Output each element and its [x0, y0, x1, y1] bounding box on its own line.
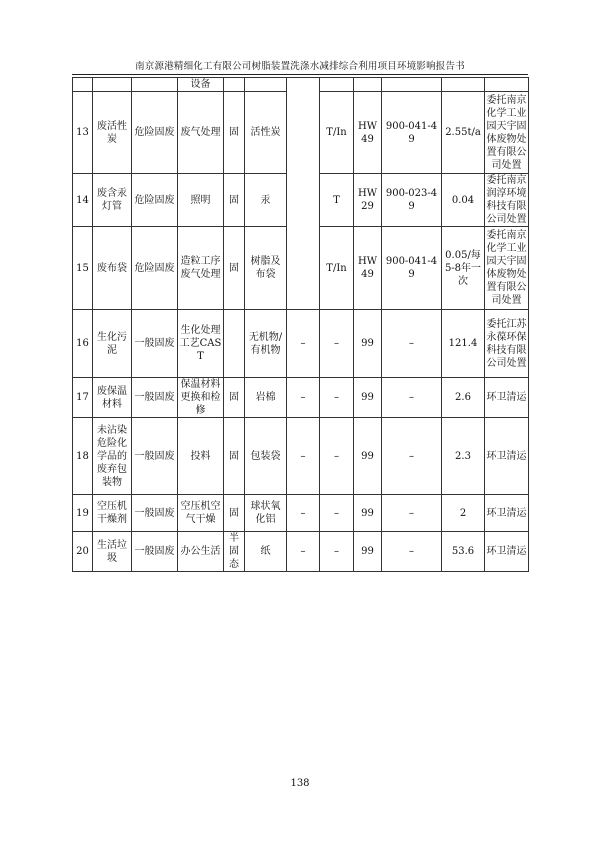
- cell-name: 废含汞灯管: [93, 174, 132, 227]
- cell-amount: 2.6: [442, 378, 485, 418]
- cell-waste-class: 99: [354, 532, 382, 572]
- cell-form: [224, 310, 245, 378]
- cell-source: 照明: [178, 174, 224, 227]
- cell-main-component: 活性炭: [245, 92, 287, 174]
- cell-waste-code: –: [382, 532, 442, 572]
- cell-col7: –: [287, 378, 320, 418]
- cell-disposal: 委托南京化学工业园天宇固体废物处置有限公司处置: [485, 227, 529, 310]
- cell-amount: 0.04: [442, 174, 485, 227]
- cell-amount: 2.3: [442, 418, 485, 495]
- cell-hazard-char: –: [320, 495, 354, 532]
- cell-waste-code: 900-041-49: [382, 227, 442, 310]
- cell-waste-code: –: [382, 378, 442, 418]
- cell-disposal: 委托南京润淳环境科技有限公司处置: [486, 175, 527, 225]
- cell-waste-code: 900-041-49: [382, 92, 442, 174]
- cell-no: 20: [73, 532, 93, 572]
- cell-source: 空压机空气干燥: [178, 495, 224, 532]
- cell-source: 投料: [178, 418, 224, 495]
- cell-category: 一般固废: [132, 495, 178, 532]
- cell-disposal: 环卫清运: [485, 495, 529, 532]
- cell-source: 设备: [178, 78, 224, 92]
- cell-disposal: 环卫清运: [485, 418, 529, 495]
- cell-name: 生化污泥: [93, 310, 132, 378]
- table-row: [73, 418, 529, 495]
- cell-no: 15: [73, 227, 93, 310]
- cell-name: 废保温材料: [93, 378, 132, 418]
- cell-no: 14: [73, 174, 93, 227]
- cell-col7: –: [287, 310, 320, 378]
- cell-main-component: 包装袋: [245, 418, 287, 495]
- continuation-row: [73, 78, 529, 92]
- cell-form: 固: [224, 378, 245, 418]
- document-header: 南京源港精细化工有限公司树脂装置洗涤水减排综合利用项目环境影响报告书: [135, 61, 465, 72]
- cell-waste-code: –: [382, 310, 442, 378]
- table-row: [73, 495, 529, 532]
- cell-form: 固: [224, 495, 245, 532]
- cell-no: 18: [73, 418, 93, 495]
- table-row: [73, 378, 529, 418]
- table-row: [73, 532, 529, 572]
- cell-no: 19: [73, 495, 93, 532]
- cell-waste-code: 900-023-49: [382, 174, 442, 227]
- cell-waste-class: 99: [354, 418, 382, 495]
- cell-source: 生化处理工艺CAST: [178, 310, 224, 378]
- cell-hazard-char: –: [320, 418, 354, 495]
- cell-hazard-char: –: [320, 378, 354, 418]
- cell-main-component: 岩棉: [245, 378, 287, 418]
- cell-waste-class: 99: [354, 495, 382, 532]
- cell-hazard-char: T/In: [320, 227, 354, 310]
- cell-name: 废布袋: [93, 227, 132, 310]
- cell-form: 固: [224, 174, 245, 227]
- cell-waste-code: –: [382, 495, 442, 532]
- cell-waste-class: HW49: [354, 227, 382, 310]
- cell-hazard-char: T/In: [320, 92, 354, 174]
- cell-category: 一般固废: [132, 418, 178, 495]
- cell-col7: –: [287, 495, 320, 532]
- cell-category: 危险固废: [132, 227, 178, 310]
- page-number: 138: [290, 778, 310, 789]
- cell-amount: 0.05/每5-8年一次: [442, 227, 485, 310]
- cell-no: 16: [73, 310, 93, 378]
- header-rule: [72, 74, 528, 75]
- cell-hazard-char: T: [320, 174, 354, 227]
- cell-category: 危险固废: [132, 174, 178, 227]
- cell-name: 生活垃圾: [93, 532, 132, 572]
- cell-disposal: 委托南京化学工业园天宇固体废物处置有限公司处置: [485, 92, 529, 174]
- cell-form: 固: [224, 418, 245, 495]
- cell-category: 一般固废: [132, 378, 178, 418]
- cell-category: 危险固废: [132, 92, 178, 174]
- cell-disposal: 委托江苏永葆环保科技有限公司处置: [485, 310, 529, 378]
- cell-hazard-char: –: [320, 310, 354, 378]
- cell-waste-class: 99: [354, 378, 382, 418]
- cell-name: 废活性炭: [93, 92, 132, 174]
- cell-disposal: 环卫清运: [485, 532, 529, 572]
- table-row: [73, 310, 529, 378]
- cell-source: 保温材料更换和检修: [178, 378, 224, 418]
- cell-main-component: 树脂及布袋: [245, 227, 287, 310]
- cell-waste-code: –: [382, 418, 442, 495]
- cell-main-component: 无机物/有机物: [245, 310, 287, 378]
- solid-waste-table: [72, 77, 529, 572]
- cell-source: 废气处理: [178, 92, 224, 174]
- cell-source: 办公生活: [178, 532, 224, 572]
- cell-name: 空压机干燥剂: [93, 495, 132, 532]
- cell-main-component: 球状氧化铝: [245, 495, 287, 532]
- cell-category: 一般固废: [132, 532, 178, 572]
- cell-name: 未沾染危险化学品的废弃包装物: [93, 418, 132, 495]
- cell-main-component: 汞: [245, 174, 287, 227]
- cell-amount: 2: [442, 495, 485, 532]
- cell-disposal: 环卫清运: [485, 378, 529, 418]
- cell-no: 17: [73, 378, 93, 418]
- cell-form: 半固态: [224, 532, 245, 572]
- cell-waste-class: 99: [354, 310, 382, 378]
- cell-no: 13: [73, 92, 93, 174]
- cell-source: 造粒工序废气处理: [178, 227, 224, 310]
- cell-amount: 121.4: [442, 310, 485, 378]
- cell-amount: 53.6: [442, 532, 485, 572]
- cell-waste-class: HW49: [354, 92, 382, 174]
- cell-col7: –: [287, 532, 320, 572]
- cell-form: 固: [224, 227, 245, 310]
- cell-category: 一般固废: [132, 310, 178, 378]
- cell-col7: –: [287, 418, 320, 495]
- cell-form: 固: [224, 92, 245, 174]
- cell-hazard-char: –: [320, 532, 354, 572]
- cell-waste-class: HW29: [354, 174, 382, 227]
- cell-main-component: 纸: [245, 532, 287, 572]
- cell-amount: 2.55t/a: [442, 92, 485, 174]
- cell-col7-merged: [287, 78, 320, 310]
